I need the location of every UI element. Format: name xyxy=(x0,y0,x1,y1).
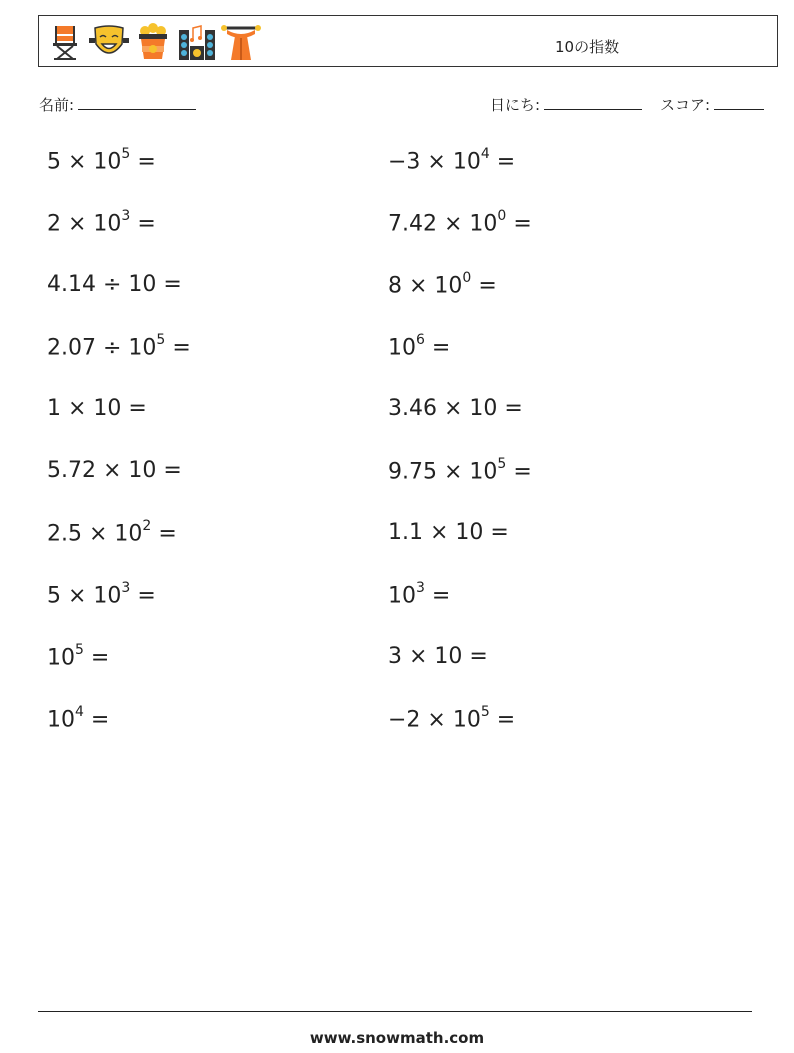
problem-equals: = xyxy=(130,149,156,175)
problem-equals: = xyxy=(130,211,156,237)
problem-item xyxy=(47,644,109,670)
problem-exponent: 6 xyxy=(416,332,425,348)
problem-expression: 1 × 10 = xyxy=(47,396,147,421)
problem-exponent: 5 xyxy=(75,642,84,658)
problem-equals: = xyxy=(130,583,156,609)
speakers-icon xyxy=(177,22,217,62)
problem-exponent: 4 xyxy=(75,704,84,720)
problem-equals: = xyxy=(165,335,191,361)
problem-exponent: 2 xyxy=(142,518,152,534)
problem-item xyxy=(388,272,497,298)
score-blank xyxy=(714,95,764,110)
date-label: 日にち: xyxy=(490,96,541,114)
problem-expression: 5 × 10 xyxy=(47,583,122,609)
problem-expression: 4.14 ÷ 10 = xyxy=(47,272,182,297)
problem-expression: 1.1 × 10 = xyxy=(388,520,509,545)
problem-equals: = xyxy=(151,521,177,547)
header-box xyxy=(38,15,778,67)
score-field xyxy=(660,94,764,115)
problem-expression: −2 × 10 xyxy=(388,707,481,733)
problem-exponent: 5 xyxy=(480,704,490,720)
problem-item xyxy=(47,396,147,421)
problem-item xyxy=(388,644,488,669)
problem-item xyxy=(47,582,156,608)
problem-exponent: 0 xyxy=(497,208,507,224)
problem-exponent: 5 xyxy=(497,456,507,472)
name-label: 名前: xyxy=(39,96,75,114)
problem-expression: 2.5 × 10 xyxy=(47,521,143,547)
problem-equals: = xyxy=(489,707,516,733)
problem-item xyxy=(388,210,532,236)
problem-item xyxy=(47,706,109,732)
problem-expression: −3 × 10 xyxy=(388,149,481,175)
problem-equals: = xyxy=(424,583,451,609)
problem-equals: = xyxy=(506,211,532,237)
problem-expression: 7.42 × 10 xyxy=(388,211,498,237)
problem-item xyxy=(47,148,156,174)
problem-exponent: 3 xyxy=(416,580,425,596)
problem-expression: 2 × 10 xyxy=(47,211,122,237)
problem-equals: = xyxy=(83,645,110,671)
problem-expression: 3.46 × 10 = xyxy=(388,396,523,421)
problem-item xyxy=(388,458,532,484)
problem-expression: 3 × 10 = xyxy=(388,644,488,669)
problem-exponent: 5 xyxy=(121,146,131,162)
problem-expression: 9.75 × 10 xyxy=(388,459,498,485)
problem-exponent: 4 xyxy=(480,146,490,162)
problem-equals: = xyxy=(471,273,497,299)
problem-item xyxy=(47,334,191,360)
popcorn-icon xyxy=(133,22,173,62)
date-blank xyxy=(544,95,642,110)
stage-curtain-icon xyxy=(221,22,261,62)
problem-exponent: 3 xyxy=(121,208,131,224)
name-field xyxy=(39,94,196,115)
problem-expression: 10 xyxy=(47,645,75,671)
score-label: スコア: xyxy=(660,96,711,114)
problem-item xyxy=(47,520,177,546)
problem-item xyxy=(47,210,156,236)
problem-equals: = xyxy=(424,335,451,361)
header-icons xyxy=(45,20,261,64)
problem-item xyxy=(388,582,450,608)
problem-equals: = xyxy=(506,459,532,485)
date-field xyxy=(490,94,642,115)
footer-url: www.snowmath.com xyxy=(309,1029,485,1047)
theater-masks-icon xyxy=(89,22,129,62)
problem-expression: 5 × 10 xyxy=(47,149,122,175)
problem-item xyxy=(388,396,523,421)
problem-item xyxy=(47,458,182,483)
problem-exponent: 5 xyxy=(156,332,166,348)
problem-item xyxy=(388,148,515,174)
problem-item xyxy=(388,334,450,360)
problem-expression: 2.07 ÷ 10 xyxy=(47,335,157,361)
problem-equals: = xyxy=(489,149,516,175)
problem-item xyxy=(388,520,509,545)
problem-item xyxy=(47,272,182,297)
problem-exponent: 0 xyxy=(462,270,472,286)
problem-expression: 5.72 × 10 = xyxy=(47,458,182,483)
name-blank xyxy=(78,95,196,110)
problem-expression: 10 xyxy=(47,707,75,733)
worksheet-title: 10の指数 xyxy=(555,38,620,56)
problem-expression: 8 × 10 xyxy=(388,273,463,299)
problem-exponent: 3 xyxy=(121,580,131,596)
director-chair-icon xyxy=(45,22,85,62)
problem-equals: = xyxy=(83,707,110,733)
problem-expression: 10 xyxy=(388,335,416,361)
footer-divider xyxy=(38,1011,752,1012)
problem-expression: 10 xyxy=(388,583,416,609)
problem-item xyxy=(388,706,515,732)
